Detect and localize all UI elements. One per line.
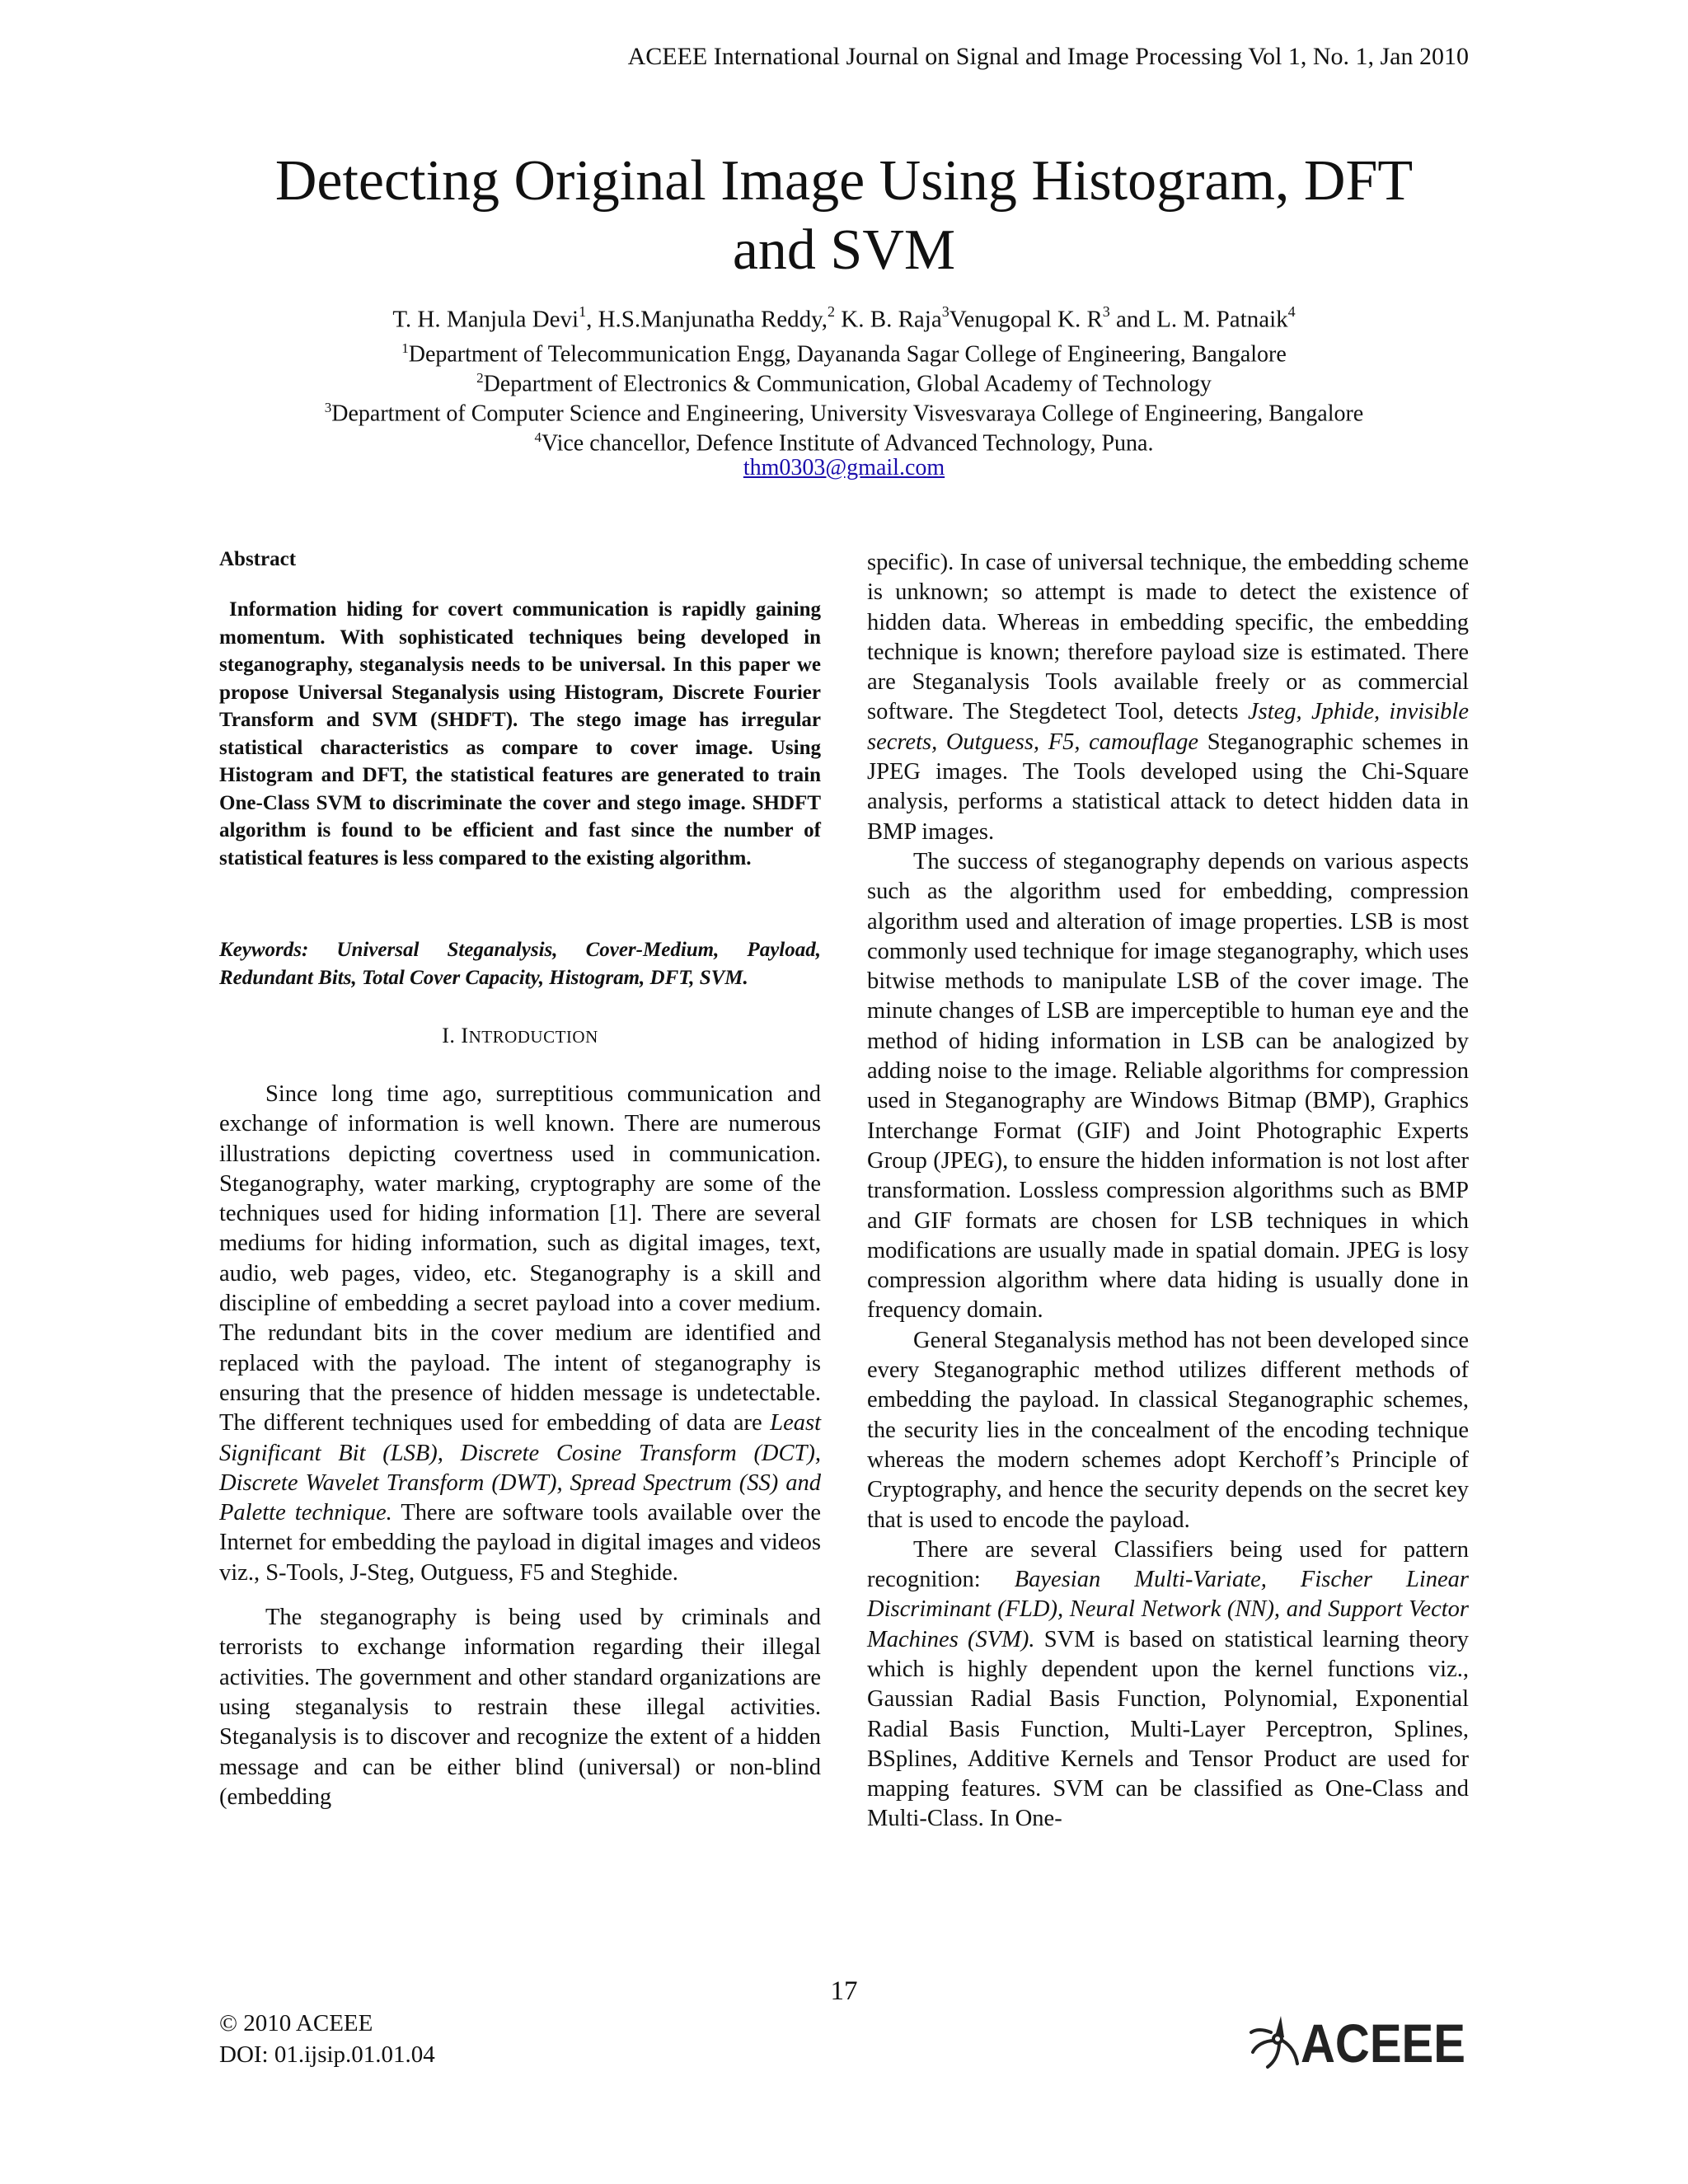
right-paragraph-1 [867, 548, 1469, 847]
keywords: Keywords: Universal Steganalysis, Cover-Medium, Payload, Redundant Bits, Total Cover Capacity, Histogram, DFT, SVM. [219, 939, 821, 989]
intro-paragraph-2: The steganography is being used by criminals and terrorists to exchange information regarding their illegal activities. The government and other standard organizations are using steganalysis to restrain these illegal activities. Steganalysis is to discover and recognize the extent of a hidden message and can be either blind (universal) or non-blind (embedding [219, 1605, 821, 1810]
text-run: Steganographic schemes in JPEG images. The Tools developed using the Chi-Square analysis, performs a statistical attack to detect hidden data in BMP images. [867, 729, 1470, 845]
section-title: NTRODUCTION [468, 1027, 598, 1047]
author-2-affil-mark: 2 [828, 303, 836, 320]
author-3: K. B. Raja [835, 306, 942, 333]
author-1: T. H. Manjula Devi [392, 306, 579, 333]
email-link[interactable]: thm0303@gmail.com [743, 455, 945, 480]
intro-paragraph-1 [219, 1080, 821, 1588]
title-line-2: and SVM [732, 218, 956, 282]
text-run: specific). In case of universal technique, the embedding scheme is unknown; so attempt is made to detect the existence of hidden data. Whereas in embedding specific, the embedding technique is known; therefore payload size is estimated. There are Steganalysis Tools available freely or as commercial software. The Stegdetect Tool, detects [867, 550, 1469, 725]
affiliation-mark: 3 [324, 400, 332, 415]
section-number: I. I [442, 1024, 469, 1047]
author-1-affil-mark: 1 [579, 303, 587, 320]
aceee-logo [1250, 2008, 1470, 2074]
left-column [219, 548, 821, 1812]
affiliation-mark: 2 [476, 370, 484, 386]
footer-copyright: © 2010 ACEEE [219, 2010, 373, 2036]
author-4: Venugopal K. R [949, 306, 1103, 333]
affiliation-text: Vice chancellor, Defence Institute of Advanced Technology, Puna. [542, 430, 1154, 457]
footer-doi: DOI: 01.ijsip.01.01.04 [219, 2041, 435, 2068]
text-run-italic: Jsteg, Jphide, invisible secrets, Outguess, F5, camouflage [867, 699, 1469, 755]
right-paragraph-3: General Steganalysis method has not been developed since every Steganographic method utilizes different methods of embedding the payload. In classical Steganographic schemes, the security lies in the concealment of the encoding technique whereas the modern schemes adopt Kerchoff’s Principle of Cryptography, and hence the security depends on the secret key that is used to encode the payload. [867, 1327, 1469, 1533]
contact-email-line [0, 455, 1688, 481]
text-run: Since long time ago, surreptitious communication and exchange of information is well known. There are numerous illustrations depicting covertness used in communication. Steganography, water marking, cryptography are some of the techniques used for hiding information [1]. There are several mediums for hiding information, such as digital images, text, audio, web pages, video, etc. Steganography is a skill and discipline of embedding a secret payload into a cover medium. The redundant bits in the cover medium are identified and replaced with the payload. The intent of steganography is ensuring that the presence of hidden message is undetectable. The different techniques used for embedding of data are [219, 1081, 821, 1436]
text-run-italic: Bayesian Multi-Variate, Fischer Linear Discriminant (FLD), Neural Network (NN), and Support Vector Machines (SVM). [867, 1567, 1469, 1652]
paper-title [0, 147, 1688, 285]
affiliation-text: Department of Telecommunication Engg, Dayananda Sagar College of Engineering, Bangalore [408, 341, 1287, 368]
affiliation-text: Department of Electronics & Communication, Global Academy of Technology [483, 371, 1212, 397]
affiliation-mark: 1 [401, 340, 409, 356]
page-number: 17 [830, 1976, 858, 2006]
abstract-heading: Abstract [219, 548, 297, 570]
title-line-1: Detecting Original Image Using Histogram, DFT [274, 149, 1414, 213]
right-paragraph-4 [867, 1535, 1469, 1835]
affiliation-4 [0, 424, 1688, 457]
author-4-affil-mark: 3 [1102, 303, 1110, 320]
text-run: There are software tools available over the Internet for embedding the payload in digital images and videos viz., S-Tools, J-Steg, Outguess, F5 and Steghide. [219, 1500, 822, 1586]
logo-wordmark: ACEEE [1301, 2013, 1465, 2074]
text-run: There are several Classifiers being used for pattern recognition: [867, 1536, 1469, 1593]
right-column [867, 548, 1469, 1835]
author-5: and L. M. Patnaik [1109, 306, 1288, 333]
section-heading-introduction [219, 1024, 821, 1048]
footer [219, 2008, 435, 2070]
text-run: SVM is based on statistical learning theory which is highly dependent upon the kernel functions viz., Gaussian Radial Basis Function, Polynomial, Exponential Radial Basis Function, Multi-Layer Perceptron, Splines, BSplines, Additive Kernels and Tensor Product are used for mapping features. SVM can be classified as One-Class and Multi-Class. In One- [867, 1626, 1470, 1832]
text-run-italic: Least Significant Bit (LSB), Discrete Cosine Transform (DCT), Discrete Wavelet Transform (DWT), Spread Spectrum (SS) and Palette technique. [219, 1410, 821, 1526]
right-paragraph-2: The success of steganography depends on various aspects such as the algorithm used for embedding, compression algorithm used and alteration of image properties. LSB is most commonly used technique for image steganography, which uses bitwise methods to manipulate LSB of the cover image. The minute changes of LSB are imperceptible to human eye and the method of hiding information in LSB can be analogized by adding noise to the image. Reliable algorithms for compression used in Steganography are Windows Bitmap (BMP), Graphics Interchange Format (GIF) and Joint Photographic Experts Group (JPEG), to ensure the hidden information is not lost after transformation. Lossless compression algorithms such as BMP and GIF formats are chosen for LSB techniques in which modifications are usually made in spatial domain. JPEG is losy compression algorithm where data hiding is usually done in frequency domain. [867, 848, 1469, 1324]
affiliation-text: Department of Computer Science and Engineering, University Visvesvaraya College of Engineering, Bangalore [331, 401, 1364, 427]
author-2: , H.S.Manjunatha Reddy, [586, 306, 828, 333]
abstract-text: Information hiding for covert communication is rapidly gaining momentum. With sophisticated techniques being developed in steganography, steganalysis needs to be universal. In this paper we propose Universal Steganalysis using Histogram, Discrete Fourier Transform and SVM (SHDFT). The stego image has irregular statistical characteristics as compare to cover image. Using Histogram and DFT, the statistical features are generated to train One-Class SVM to discriminate the cover and stego image. SHDFT algorithm is found to be efficient and fast since the number of statistical features is less compared to the existing algorithm. [219, 598, 821, 869]
author-list [0, 298, 1688, 335]
affiliation-mark: 4 [534, 429, 542, 445]
star-swirl-icon [1251, 2016, 1297, 2067]
author-3-affil-mark: 3 [941, 303, 950, 320]
author-5-affil-mark: 4 [1287, 303, 1296, 320]
running-header: ACEEE International Journal on Signal and Image Processing Vol 1, No. 1, Jan 2010 [627, 43, 1469, 70]
